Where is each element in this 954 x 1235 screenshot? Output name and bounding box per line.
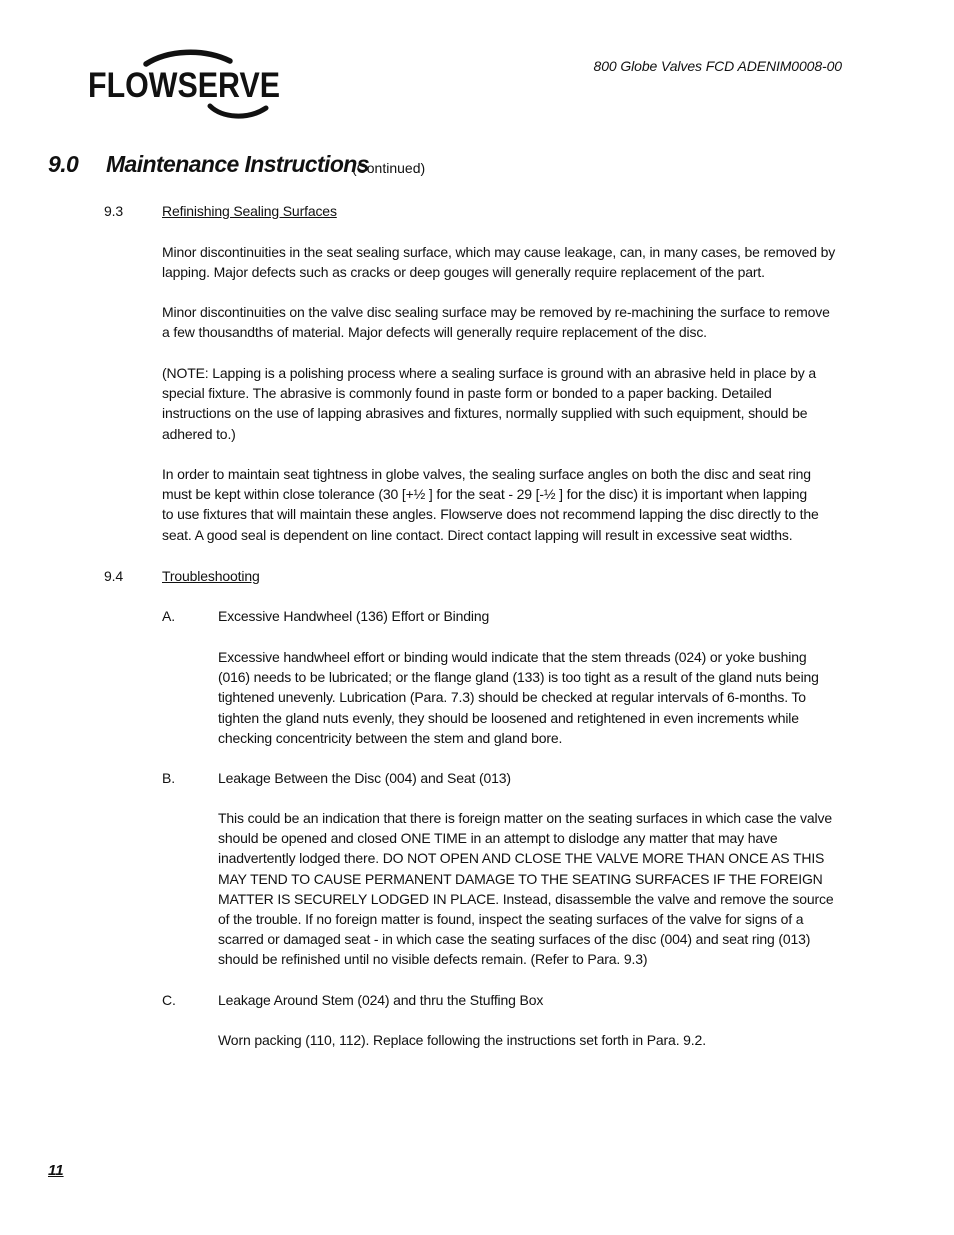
page-number: 11 (48, 1162, 64, 1179)
item-letter-a: A. (162, 608, 175, 624)
subsection-number-9-4: 9.4 (104, 568, 124, 584)
item-title-a: Excessive Handwheel (136) Effort or Binding (218, 608, 490, 624)
subsection-title-9-4: Troubleshooting (162, 568, 260, 584)
document-reference: 800 Globe Valves FCD ADENIM0008-00 (593, 58, 842, 74)
svg-text:FLOWSERVE: FLOWSERVE (88, 66, 280, 105)
paragraph-seat-discontinuities: Minor discontinuities in the seat sealing surface, which may cause leakage, can, in many cases, be removed by lapping. Major defects such as cracks or deep gouges will generally require replacement of the part. (162, 244, 836, 281)
item-body-c: Worn packing (110, 112). Replace following the instructions set forth in Para. 9.2. (218, 1032, 706, 1048)
item-title-c: Leakage Around Stem (024) and thru the Stuffing Box (218, 992, 544, 1008)
section-continued: (Continued) (352, 160, 426, 176)
item-title-b: Leakage Between the Disc (004) and Seat (013) (218, 770, 511, 786)
paragraph-disc-discontinuities: Minor discontinuities on the valve disc sealing surface may be removed by re-machining the surface to remove a few thousandths of material. Major defects will generally require replacement of the disc. (162, 304, 830, 341)
item-body-a: Excessive handwheel effort or binding would indicate that the stem threads (024) or yoke bushing (016) needs to be lubricated; or the flange gland (133) is too tight as a result of the gland nuts being tightened unevenly. Lubrication (Para. 7.3) should be checked at regular intervals of 6-months. To tighten the gland nuts evenly, they should be loosened and retightened in even increments while checking concentricity between the stem and gland bore. (218, 649, 819, 746)
flowserve-logo (88, 48, 284, 124)
paragraph-lapping-note: (NOTE: Lapping is a polishing process where a sealing surface is ground with an abrasive held in place by a special fixture. The abrasive is commonly found in paste form or bonded to a paper backing. Detailed instructions on the use of lapping abrasives and fixtures, normally supplied with such equipment, should be adhered to.) (162, 365, 816, 442)
section-title: Maintenance Instructions (106, 151, 369, 177)
item-letter-b: B. (162, 770, 175, 786)
item-letter-c: C. (162, 992, 176, 1008)
section-number: 9.0 (48, 151, 79, 177)
subsection-number-9-3: 9.3 (104, 203, 124, 219)
subsection-title-9-3: Refinishing Sealing Surfaces (162, 203, 337, 219)
paragraph-seat-tightness: In order to maintain seat tightness in globe valves, the sealing surface angles on both the disc and seat ring must be kept within close tolerance (30 [+½ ] for the seat - 29 [-½ ] for the disc) it is important when lapping to use fixtures that will maintain these angles. Flowserve does not recommend lapping the disc directly to the seat. A good seal is dependent on line contact. Direct contact lapping will result in excessive seat widths. (162, 466, 819, 543)
item-body-b: This could be an indication that there is foreign matter on the seating surfaces in which case the valve should be opened and closed ONE TIME in an attempt to dislodge any matter that may have inadvertently lodged there. DO NOT OPEN AND CLOSE THE VALVE MORE THAN ONCE AS THIS MAY TEND TO CAUSE PERMANENT DAMAGE TO THE SEATING SURFACES IF THE FOREIGN MATTER IS SECURELY LODGED IN PLACE. Instead, disassemble the valve and remove the source of the trouble. If no foreign matter is found, inspect the seating surfaces of the valve for signs of a scarred or damaged seat - in which case the seating surfaces of the disc (004) and seat ring (013) should be refinished until no visible defects remain. (Refer to Para. 9.3) (218, 810, 834, 968)
